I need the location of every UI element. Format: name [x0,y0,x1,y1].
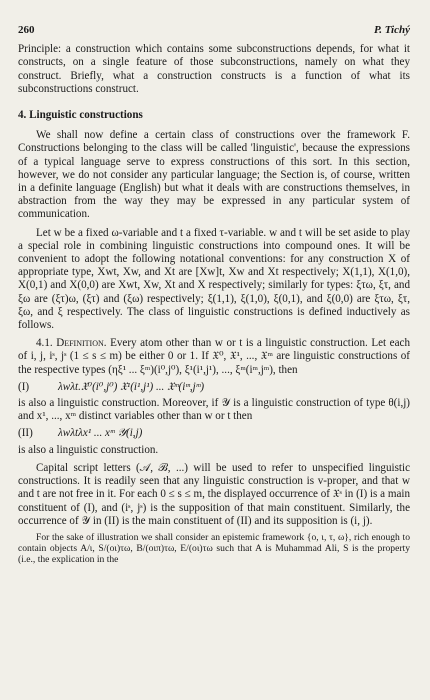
definition-text-3: is also a linguistic construction. [18,443,159,456]
formula-2 [18,427,410,440]
definition-label: 4.1. Definition. [36,337,107,350]
paragraph-definition-intro: We shall now define a certain class of constructions over the framework F. Constructions belonging to the class will be called 'linguistic', because the expressions of a typical language serve to express constructions of this sort. In this section, however, we do not consider any particular language; the Section is, of course, written in a definite language (English) but what it deals with are constructions themselves, in abstraction from the way they may be expressed in any particular system of communication. [18,129,410,221]
page-number: 260 [18,24,35,36]
running-head-author: P. Tichý [373,24,410,36]
formula-1 [18,381,410,394]
definition-paragraph [18,337,410,377]
footnote: For the sake of illustration we shall consider an epistemic framework {o, ι, τ, ω}, rich enough to contain objects A/ι, S/(oι)τω, B/(oιπ)τω, E/(oι)τω such that A is Muhammad Ali, S is the property (i.e., the explication in the [18,531,410,566]
definition-text-2: is also a linguistic construction. Moreover, if 𝒴 is a linguistic construction of type θ(i,j) and x¹, ..., xᵐ distinct variables other than w or t then [18,397,410,423]
formula-1-label: (I) [18,380,30,393]
formula-2-label: (II) [18,427,33,440]
paragraph-script-letters: Capital script letters (𝒜, ℬ, ...) will be used to refer to unspecified linguistic constructions. It is readily seen that any linguistic construction is v-proper, and that w and t are not free in it. For each 0 ≤ s ≤ m, the displayed occurrence of 𝔛ˢ in (I) is a main constituent of (I), and (iˢ, jˢ) is the supposition of that main constituent. Similarly, the occurrence of 𝒴 in (II) is the main constituent of (II) and its supposition is (i, j). [18,461,410,527]
formula-1-body: λwλt.𝔛⁰(i⁰,j⁰) 𝔛¹(i¹,j¹) ... 𝔛ᵐ(iᵐ,jᵐ) [58,380,205,393]
paragraph-notation: Let w be a fixed ω-variable and t a fixed τ-variable. w and t will be set aside to play a special role in combining linguistic constructions into compound ones. It will be convenient to adopt the following notational conventions: for any construction X of appropriate type, Xwt, Xw, and Xt are [Xw]t, Xw and Xt respectively; X(1,1), X(1,0), X(0,1) and X(0,0) are Xwt, Xw, Xt and X respectively; similarly for types: ξτω, ξτ, and ξω are (ξτ)ω, (ξτ) and (ξω) respectively; ξ(1,1), ξ(1,0), ξ(0,1), and ξ(0,0) are ξτω, ξτ, ξω, and ξ respectively. The class of linguistic constructions is defined inductively as follows. [18,226,410,332]
intro-paragraph: Principle: a construction which contains some subconstructions depends, for what it constructs, on a single feature of those subconstructions, namely on what they construct. Briefly, what a construction constructs is a function of what its subconstructions construct. [18,43,410,95]
section-heading: 4. Linguistic constructions [18,109,143,122]
page-header [18,24,410,37]
definition-text-1: Every atom other than w or t is a linguistic construction. Let each of i, j, iˢ, jˢ (1 ≤ s ≤ m) be either 0 or 1. If 𝔛⁰, 𝔛¹, ..., 𝔛ᵐ are linguistic constructions of the respective types (ηξ¹ ... ξᵐ)(i⁰,j⁰), ξ¹(i¹,j¹), ..., ξᵐ(iᵐ,jᵐ), then [18,337,410,376]
formula-2-body: λwλtλx¹ ... xᵐ 𝒴(i,j) [58,427,143,440]
